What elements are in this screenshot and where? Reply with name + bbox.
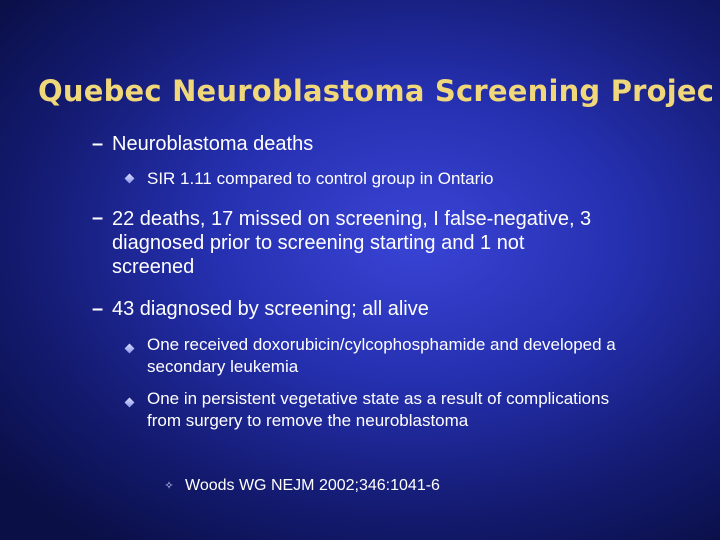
bullet-line: One received doxorubicin/cylcophosphamide and developed a — [147, 335, 616, 354]
bullet-43-diagnosed — [92, 298, 429, 321]
bullet-text: 43 diagnosed by screening; all alive — [112, 298, 429, 320]
sub-bullet-vegetative — [147, 388, 609, 432]
sub-bullet-sir: SIR 1.11 compared to control group in Ontario — [147, 169, 494, 188]
dash-bullet-icon: – — [92, 207, 104, 229]
dash-bullet-wrapper — [92, 207, 112, 230]
bullet-22-deaths — [112, 207, 591, 279]
bullet-text: Neuroblastoma deaths — [112, 133, 314, 155]
bullet-line: secondary leukemia — [147, 357, 299, 376]
diamond-bullet-icon — [125, 174, 135, 184]
bullet-line: from surgery to remove the neuroblastoma — [147, 411, 469, 430]
diamond-bullet-icon — [125, 344, 135, 354]
bullet-neuroblastoma-deaths — [92, 133, 313, 156]
bullet-line: screened — [112, 256, 195, 278]
citation-woods: Woods WG NEJM 2002;346:1041-6 — [185, 477, 440, 494]
diamond-bullet-icon — [125, 398, 135, 408]
dash-bullet-icon: – — [92, 298, 104, 320]
sparkle-bullet-icon: ✧ — [164, 480, 174, 492]
bullet-line: 22 deaths, 17 missed on screening, I false-negative, 3 — [112, 208, 592, 230]
sub-bullet-doxorubicin — [147, 334, 616, 378]
bullet-line: diagnosed prior to screening starting and 1 not — [112, 232, 525, 254]
slide-title: Quebec Neuroblastoma Screening Projec — [38, 74, 715, 108]
bullet-line: One in persistent vegetative state as a result of complications — [147, 389, 610, 408]
dash-bullet-icon: – — [92, 133, 104, 155]
